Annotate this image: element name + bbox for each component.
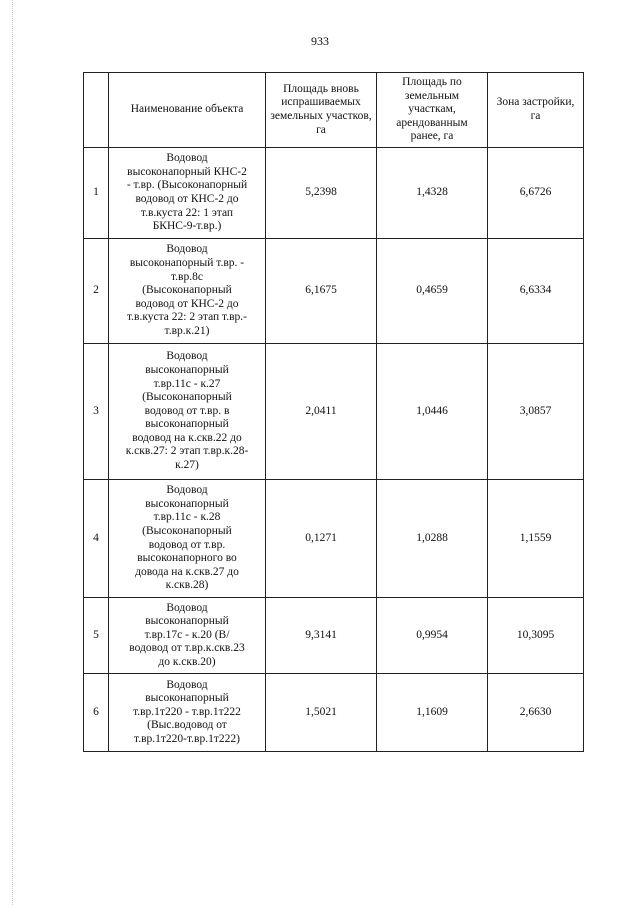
- table-row: [84, 239, 584, 344]
- leased-area-value: 1,0446: [377, 344, 488, 480]
- leased-area-value: 0,9954: [377, 598, 488, 674]
- new-area-value: 5,2398: [266, 148, 377, 239]
- new-area-value: 6,1675: [266, 239, 377, 344]
- header-new-area: Площадь вновь испрашиваемых земельных участков, га: [266, 73, 377, 148]
- row-number: 1: [84, 148, 109, 239]
- leased-area-value: 0,4659: [377, 239, 488, 344]
- new-area-value: 1,5021: [266, 674, 377, 752]
- object-table: [83, 72, 584, 752]
- zone-value: 1,1559: [488, 480, 584, 598]
- leased-area-value: 1,1609: [377, 674, 488, 752]
- object-name: Водовод высоконапорный т.вр.11с - к.28 (Высоконапорный водовод от т.вр. высоконапорного во довода на к.скв.27 до к.скв.28): [109, 480, 266, 598]
- row-number: 4: [84, 480, 109, 598]
- zone-value: 6,6334: [488, 239, 584, 344]
- table-row: [84, 344, 584, 480]
- object-name: Водовод высоконапорный т.вр.1т220 - т.вр.1т222 (Выс.водовод от т.вр.1т220-т.вр.1т222): [109, 674, 266, 752]
- zone-value: 10,3095: [488, 598, 584, 674]
- zone-value: 3,0857: [488, 344, 584, 480]
- row-number: 5: [84, 598, 109, 674]
- leased-area-value: 1,4328: [377, 148, 488, 239]
- object-name: Водовод высоконапорный КНС-2 - т.вр. (Высоконапорный водовод от КНС-2 до т.в.куста 22: 1 этап БКНС-9-т.вр.): [109, 148, 266, 239]
- row-number: 6: [84, 674, 109, 752]
- header-number: [84, 73, 109, 148]
- header-leased-area: Площадь по земельным участкам, арендованным ранее, га: [377, 73, 488, 148]
- table-row: [84, 480, 584, 598]
- zone-value: 2,6630: [488, 674, 584, 752]
- new-area-value: 9,3141: [266, 598, 377, 674]
- header-object-name: Наименование объекта: [109, 73, 266, 148]
- new-area-value: 2,0411: [266, 344, 377, 480]
- table-row: [84, 598, 584, 674]
- new-area-value: 0,1271: [266, 480, 377, 598]
- object-name: Водовод высоконапорный т.вр.11с - к.27 (Высоконапорный водовод от т.вр. в высоконапорный водовод на к.скв.22 до к.скв.27: 2 этап т.вр.к.28- к.27): [109, 344, 266, 480]
- table-header-row: [84, 73, 584, 148]
- table-row: [84, 674, 584, 752]
- row-number: 3: [84, 344, 109, 480]
- header-zone: Зона застройки, га: [488, 73, 584, 148]
- leased-area-value: 1,0288: [377, 480, 488, 598]
- page-number: 933: [311, 34, 329, 48]
- zone-value: 6,6726: [488, 148, 584, 239]
- table-row: [84, 148, 584, 239]
- row-number: 2: [84, 239, 109, 344]
- object-name: Водовод высоконапорный т.вр. - т.вр.8с (Высоконапорный водовод от КНС-2 до т.в.куста 22: 2 этап т.вр.- т.вр.к.21): [109, 239, 266, 344]
- object-name: Водовод высоконапорный т.вр.17с - к.20 (В/ водовод от т.вр.к.скв.23 до к.скв.20): [109, 598, 266, 674]
- scan-edge-line: [12, 0, 13, 905]
